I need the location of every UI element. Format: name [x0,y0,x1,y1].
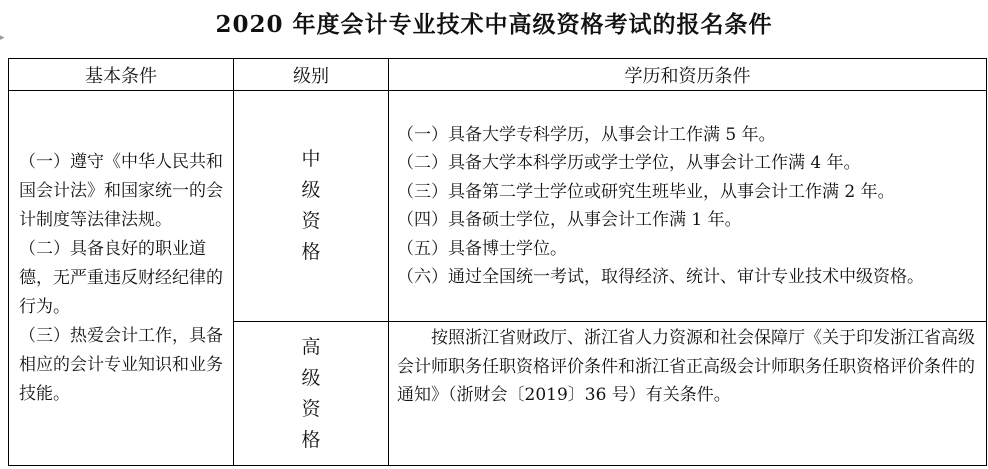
intermediate-condition-5: （五）具备博士学位。 [397,238,567,259]
requirements-table [8,58,987,466]
level-char: 格 [301,428,321,451]
level-senior [234,322,389,466]
intermediate-condition-4: （四）具备硕士学位，从事会计工作满 1 年。 [397,210,742,230]
level-intermediate [234,91,389,322]
document-title: 2020 年度会计专业技术中高级资格考试的报名条件 [215,11,773,38]
intermediate-condition-6: （六）通过全国统一考试，取得经济、统计、审计专业技术中级资格。 [397,267,924,287]
basic-conditions-cell [9,91,234,466]
intermediate-conditions-cell [389,91,987,322]
anchor-marker: ▸ [0,33,5,43]
header-basic-conditions: 基本条件 [9,59,234,91]
level-char: 级 [301,179,321,201]
level-char: 资 [301,397,321,420]
level-char: 高 [301,335,321,358]
level-char: 级 [301,366,321,389]
level-char: 中 [301,148,321,170]
intermediate-condition-3: （三）具备第二学士学位或研究生班毕业，从事会计工作满 2 年。 [397,181,895,202]
level-char: 资 [301,210,321,232]
basic-condition-2: （二）具备良好的职业道德，无严重违反财经纪律的行为。 [19,238,223,317]
senior-conditions-cell [389,322,987,466]
table-header-row [9,59,987,91]
header-level: 级别 [234,59,389,91]
intermediate-condition-1: （一）具备大学专科学历，从事会计工作满 5 年。 [397,124,776,145]
basic-condition-1: （一）遵守《中华人民共和国会计法》和国家统一的会计制度等法律法规。 [19,151,223,230]
senior-condition-text: 按照浙江省财政厅、浙江省人力资源和社会保障厅《关于印发浙江省高级会计师职务任职资格评价条件和浙江省正高级会计师职务任职资格评价条件的通知》（浙财会〔2019〕36 号）有关条件。 [397,328,975,405]
header-education-experience: 学历和资历条件 [389,59,987,91]
basic-condition-3: （三）热爱会计工作，具备相应的会计专业知识和业务技能。 [19,325,223,404]
level-char: 格 [301,241,321,263]
intermediate-condition-2: （二）具备大学本科学历或学士学位，从事会计工作满 4 年。 [397,153,861,173]
table-row-intermediate [9,91,987,322]
